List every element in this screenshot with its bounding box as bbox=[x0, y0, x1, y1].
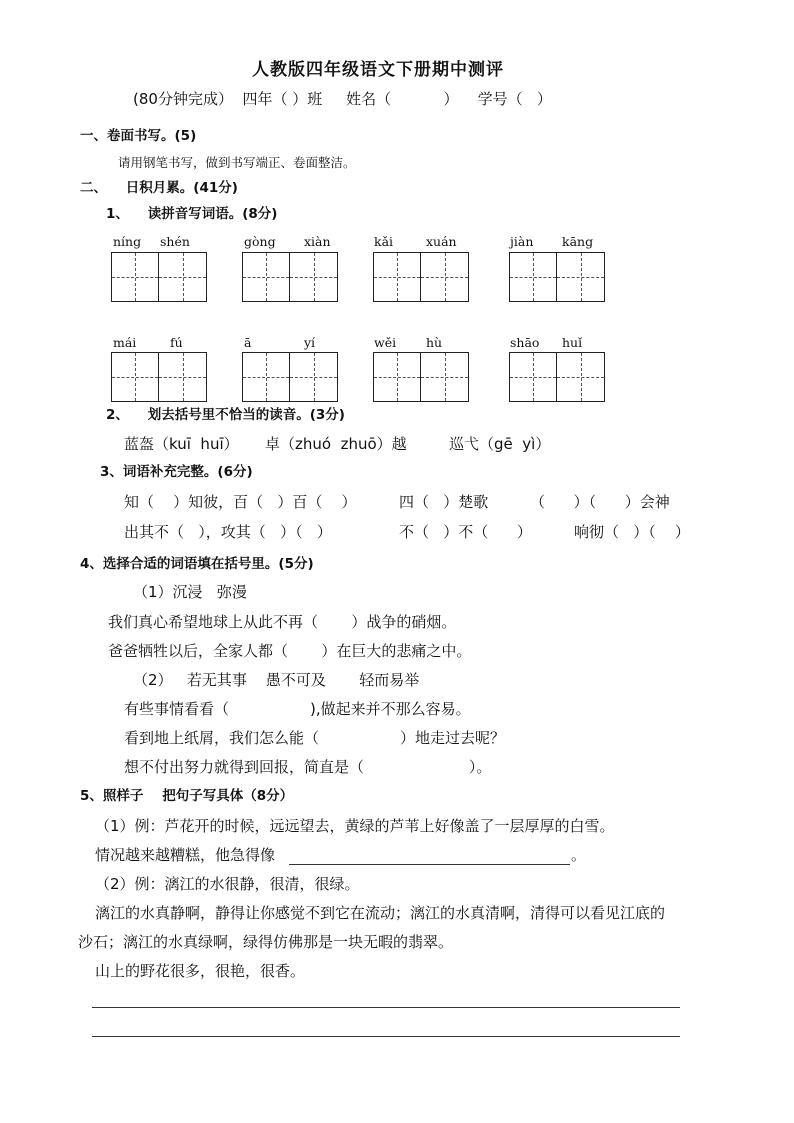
student-info-line: (80分钟完成） 四年（ ）班 姓名（ ） 学号（ ） bbox=[133, 90, 552, 108]
pinyin-syllable: yí bbox=[304, 335, 316, 350]
fill-sentence[interactable]: 看到地上纸屑，我们怎么能（ ）地走过去呢？ bbox=[124, 729, 506, 747]
pinyin-syllable: kāng bbox=[562, 234, 594, 249]
section-1-note: 请用钢笔书写，做到书写端正、卷面整洁。 bbox=[118, 155, 356, 170]
writing-grid[interactable] bbox=[373, 352, 469, 402]
idiom-blank[interactable]: （ ）（ ）会神 bbox=[530, 493, 670, 511]
pronunciation-item: 巡弋（gē yì） bbox=[449, 435, 551, 453]
answer-line[interactable] bbox=[289, 864, 570, 865]
pinyin-syllable: ā bbox=[244, 335, 252, 350]
question-2-heading: 2、 划去括号里不恰当的读音。(3分) bbox=[106, 407, 345, 423]
writing-grid[interactable] bbox=[111, 352, 207, 402]
word-choices-2: （2） 若无其事 愚不可及 轻而易举 bbox=[133, 671, 420, 689]
idiom-blank[interactable]: 出其不（ ），攻其（ ）（ ） bbox=[124, 523, 332, 541]
section-2-heading: 二、 日积月累。(41分) bbox=[80, 180, 238, 196]
idiom-blank[interactable]: 四（ ）楚歌 bbox=[399, 493, 489, 511]
example-answer-line-2: 沙石；漓江的水真绿啊，绿得仿佛那是一块无暇的翡翠。 bbox=[78, 933, 454, 951]
fill-sentence[interactable]: 爸爸牺牲以后，全家人都（ ）在巨大的悲痛之中。 bbox=[108, 642, 472, 660]
pronunciation-item: 蓝盔（kuī huī） bbox=[124, 435, 239, 453]
fill-sentence[interactable]: 我们真心希望地球上从此不再（ ）战争的硝烟。 bbox=[108, 613, 457, 631]
writing-grid[interactable] bbox=[373, 252, 469, 302]
page-title: 人教版四年级语文下册期中测评 bbox=[252, 60, 504, 80]
sentence-period: 。 bbox=[571, 846, 587, 864]
question-4-heading: 4、选择合适的词语填在括号里。(5分) bbox=[80, 556, 314, 572]
pinyin-syllable: huǐ bbox=[562, 335, 583, 350]
question-5-heading: 5、照样子 把句子写具体（8分） bbox=[80, 788, 294, 804]
idiom-blank[interactable]: 知（ ）知彼，百（ ）百（ ） bbox=[124, 493, 357, 511]
pinyin-syllable: fú bbox=[170, 335, 183, 350]
word-choices-1: （1）沉浸 弥漫 bbox=[133, 583, 247, 601]
answer-line[interactable] bbox=[92, 1007, 680, 1008]
pinyin-syllable: jiàn bbox=[510, 234, 534, 249]
fill-sentence[interactable]: 想不付出努力就得到回报，简直是（ ）。 bbox=[124, 758, 492, 776]
example-sentence-2: （2）例：漓江的水很静，很清，很绿。 bbox=[95, 875, 360, 893]
writing-grid[interactable] bbox=[509, 252, 605, 302]
pinyin-syllable: kǎi bbox=[374, 234, 394, 249]
task-sentence-1: 情况越来越糟糕，他急得像 bbox=[95, 846, 276, 864]
pinyin-syllable: hù bbox=[426, 335, 443, 350]
pinyin-syllable: mái bbox=[113, 335, 137, 350]
fill-sentence[interactable]: 有些事情看看（ ),做起来并不那么容易。 bbox=[124, 700, 471, 718]
idiom-blank[interactable]: 不（ ）不（ ） bbox=[399, 523, 532, 541]
writing-grid[interactable] bbox=[509, 352, 605, 402]
task-sentence-2: 山上的野花很多，很艳，很香。 bbox=[95, 962, 306, 980]
example-answer-line-1: 漓江的水真静啊，静得让你感觉不到它在流动；漓江的水真清啊，清得可以看见江底的 bbox=[95, 904, 666, 922]
pinyin-syllable: shén bbox=[160, 234, 190, 249]
pronunciation-item: 卓（zhuó zhuō）越 bbox=[265, 435, 407, 453]
writing-grid[interactable] bbox=[111, 252, 207, 302]
writing-grid[interactable] bbox=[242, 352, 338, 402]
pinyin-syllable: níng bbox=[113, 234, 142, 249]
question-3-heading: 3、词语补充完整。(6分) bbox=[100, 464, 253, 480]
idiom-blank[interactable]: 响彻（ ）（ ） bbox=[574, 523, 690, 541]
pinyin-syllable: gòng bbox=[244, 234, 276, 249]
pinyin-syllable: xuán bbox=[426, 234, 457, 249]
answer-line[interactable] bbox=[92, 1036, 680, 1037]
question-1-heading: 1、 读拼音写词语。(8分) bbox=[106, 206, 278, 222]
pinyin-syllable: xiàn bbox=[304, 234, 331, 249]
pinyin-syllable: wěi bbox=[374, 335, 397, 350]
example-sentence-1: （1）例：芦花开的时候，远远望去，黄绿的芦苇上好像盖了一层厚厚的白雪。 bbox=[95, 817, 615, 835]
section-1-heading: 一、卷面书写。(5) bbox=[80, 128, 197, 144]
writing-grid[interactable] bbox=[242, 252, 338, 302]
pinyin-syllable: shāo bbox=[510, 335, 540, 350]
